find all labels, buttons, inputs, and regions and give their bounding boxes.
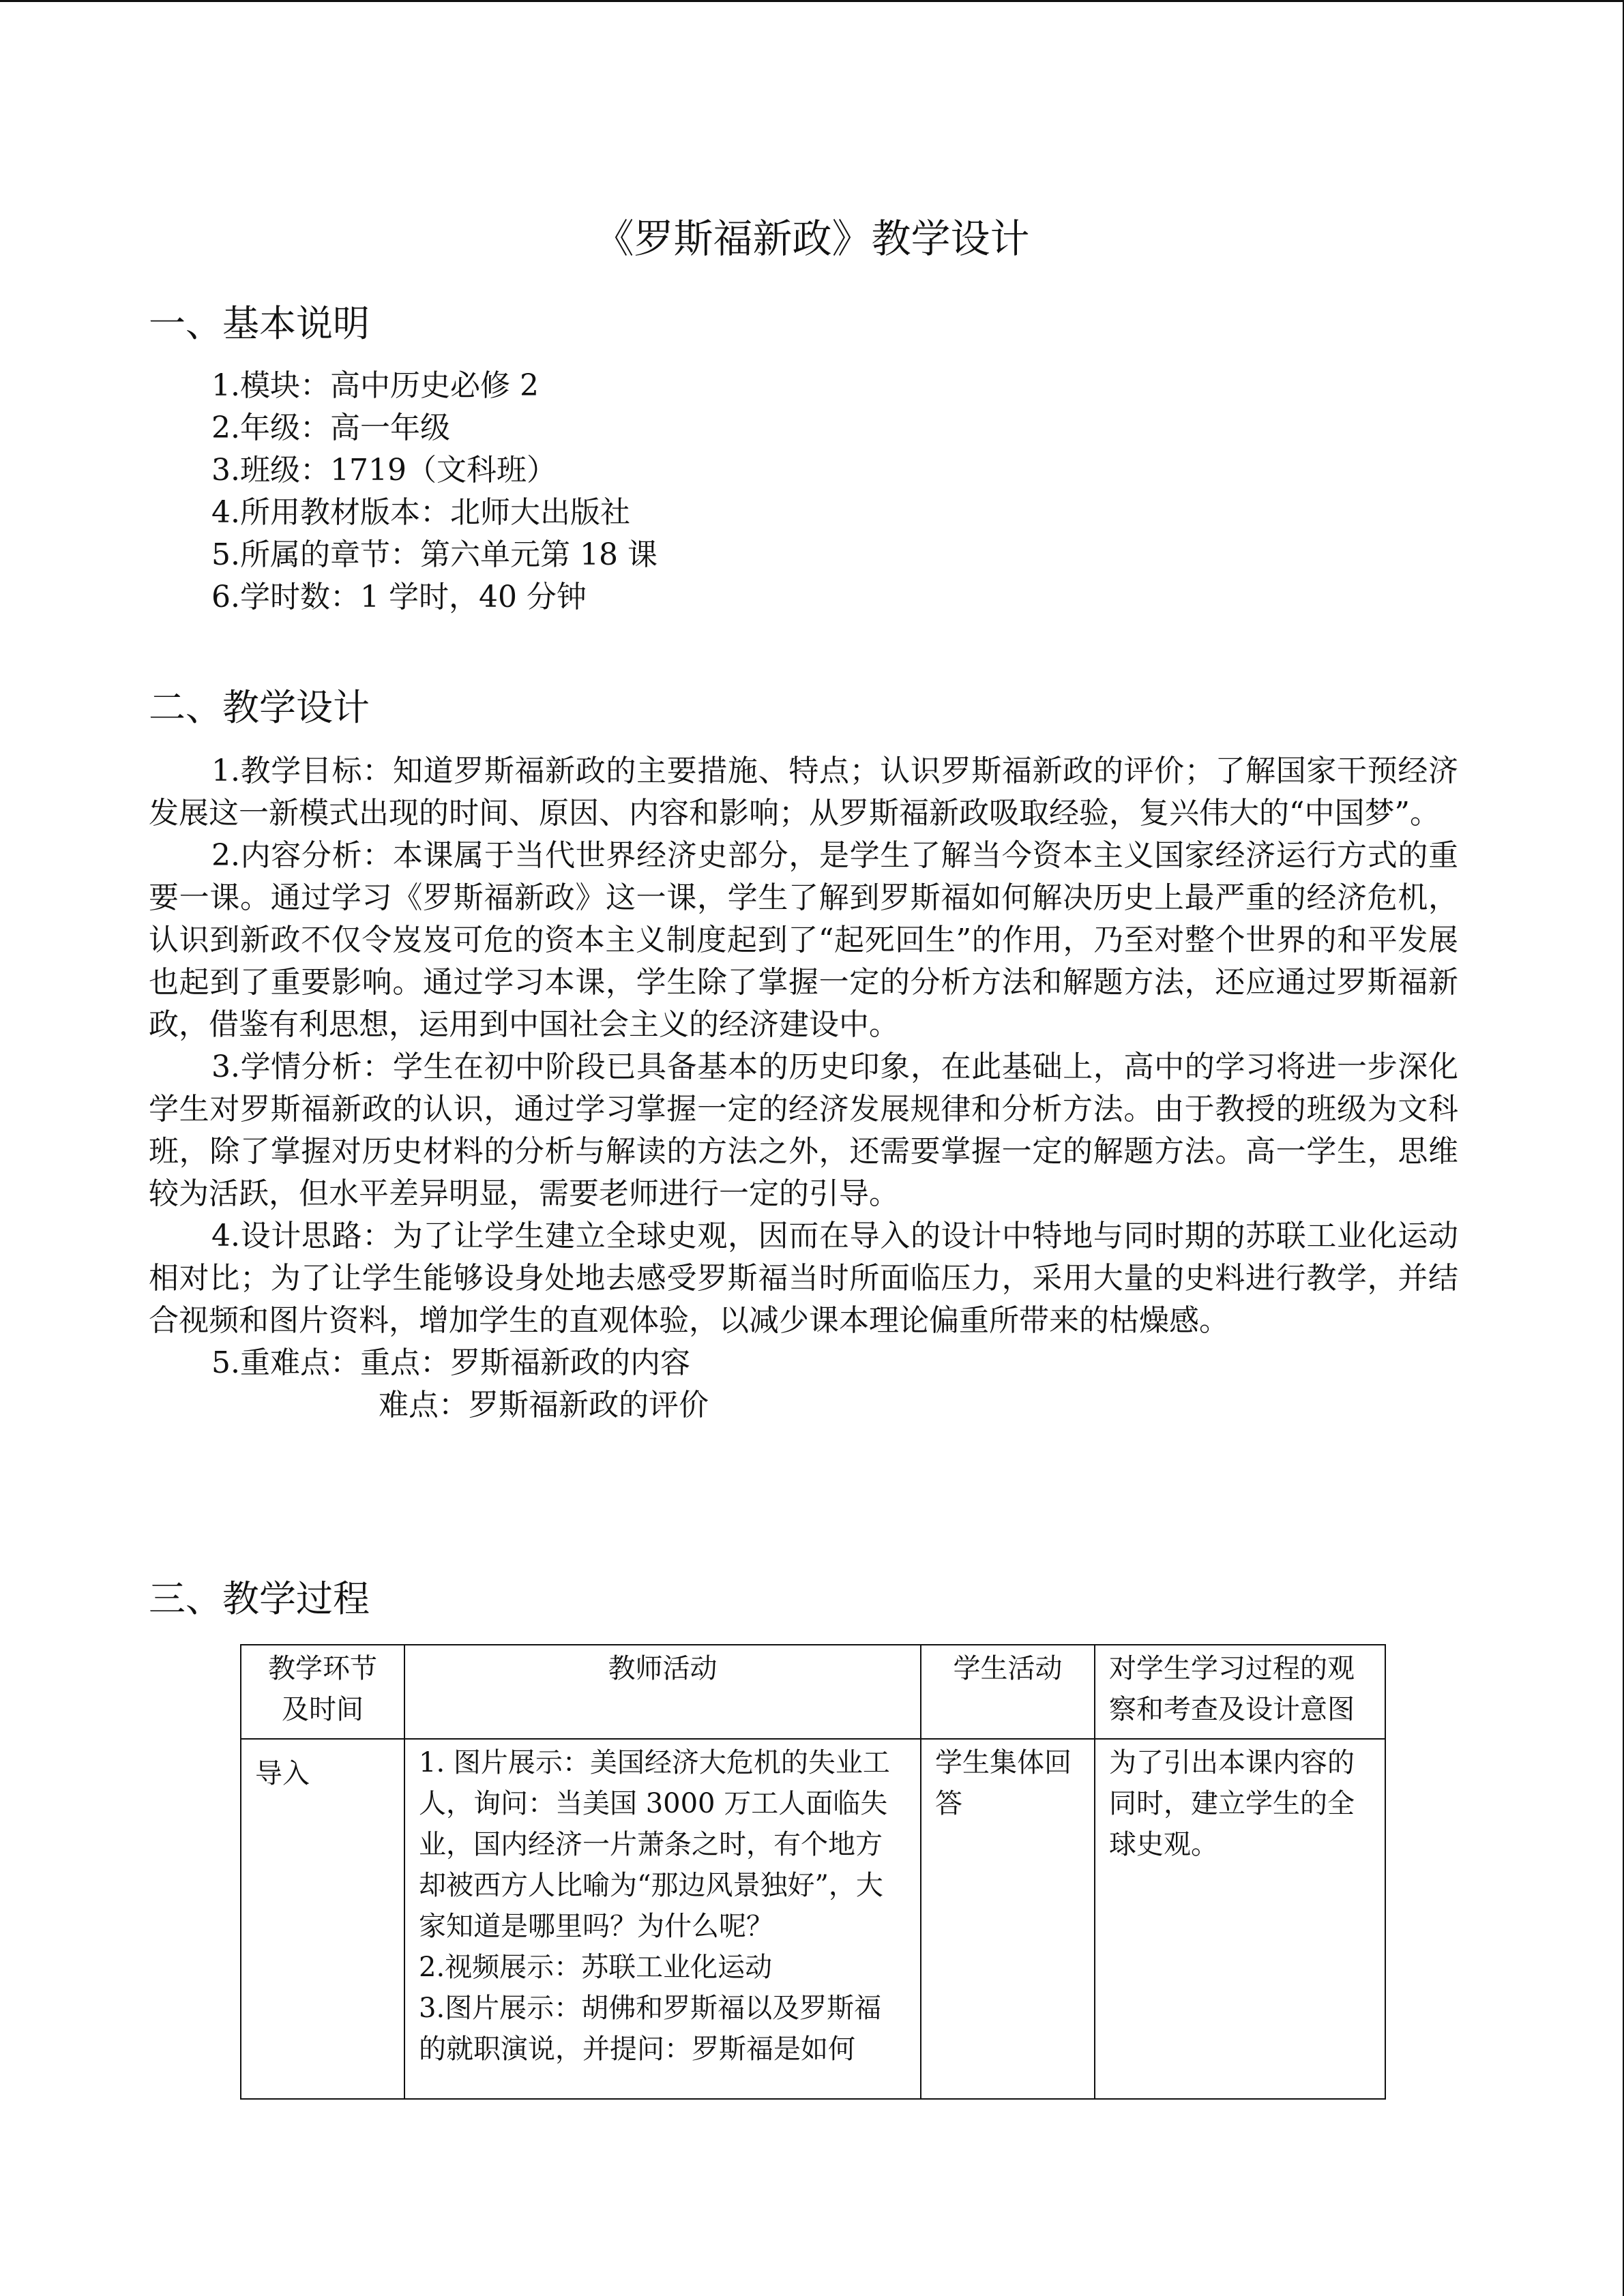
difficult-points-line: 难点：罗斯福新政的评价 xyxy=(379,1388,709,1422)
paragraph-objectives: 1.教学目标：知道罗斯福新政的主要措施、特点；认识罗斯福新政的评价；了解国家干预经济发展这一新模式出现的时间、原因、内容和影响；从罗斯福新政吸取经验，复兴伟大的“中国梦”。 xyxy=(149,754,1458,831)
teacher-activity-step-1: 1. 图片展示：美国经济大危机的失业工人，询问：当美国 3000 万工人面临失业，国内经济一片萧条之时，有个地方却被西方人比喻为“那边风景独好”，大家知道是哪里吗？为什么呢？ xyxy=(419,1747,890,1942)
header-student-activity: 学生活动 xyxy=(921,1645,1095,1739)
info-item-hours: 6.学时数：1 学时，40 分钟 xyxy=(211,580,587,614)
info-item-chapter: 5.所属的章节：第六单元第 18 课 xyxy=(211,537,658,572)
info-item-class: 3.班级：1719（文科班） xyxy=(211,453,557,488)
design-intent-cell: 为了引出本课内容的同时，建立学生的全球史观。 xyxy=(1095,1739,1385,2099)
teaching-process-table xyxy=(240,1644,1386,2100)
basic-info-list xyxy=(211,365,658,618)
section-heading-teaching-process: 三、教学过程 xyxy=(149,1577,370,1620)
key-points-line: 5.重难点：重点：罗斯福新政的内容 xyxy=(211,1345,690,1380)
header-observation-intent: 对学生学习过程的观察和考查及设计意图 xyxy=(1095,1645,1385,1739)
info-item-grade: 2.年级：高一年级 xyxy=(211,411,450,445)
section-heading-basic-info: 一、基本说明 xyxy=(149,302,370,345)
info-item-module: 1.模块：高中历史必修 2 xyxy=(211,368,539,403)
header-stage-time: 教学环节及时间 xyxy=(241,1645,404,1739)
table-row xyxy=(241,1739,1385,2099)
info-item-textbook: 4.所用教材版本：北师大出版社 xyxy=(211,495,630,530)
header-teacher-activity: 教师活动 xyxy=(404,1645,921,1739)
paragraph-learner-analysis: 3.学情分析：学生在初中阶段已具备基本的历史印象，在此基础上，高中的学习将进一步深化学生对罗斯福新政的认识，通过学习掌握一定的经济发展规律和分析方法。由于教授的班级为文科班，除了掌握对历史材料的分析与解读的方法之外，还需要掌握一定的解题方法。高一学生，思维较为活跃，但水平差异明显，需要老师进行一定的引导。 xyxy=(149,1049,1458,1211)
table-header-row xyxy=(241,1645,1385,1739)
paragraph-design-idea: 4.设计思路：为了让学生建立全球史观，因而在导入的设计中特地与同时期的苏联工业化运动相对比；为了让学生能够设身处地去感受罗斯福当时所面临压力，采用大量的史料进行教学，并结合视频和图片资料，增加学生的直观体验，以减少课本理论偏重所带来的枯燥感。 xyxy=(149,1219,1458,1338)
stage-cell: 导入 xyxy=(241,1739,404,2099)
teacher-activity-step-3: 3.图片展示：胡佛和罗斯福以及罗斯福的就职演说，并提问：罗斯福是如何 xyxy=(419,1993,882,2065)
paragraph-content-analysis: 2.内容分析：本课属于当代世界经济史部分，是学生了解当今资本主义国家经济运行方式的重要一课。通过学习《罗斯福新政》这一课，学生了解到罗斯福如何解决历史上最严重的经济危机，认识到新政不仅令岌岌可危的资本主义制度起到了“起死回生”的作用，乃至对整个世界的和平发展也起到了重要影响。通过学习本课，学生除了掌握一定的分析方法和解题方法，还应通过罗斯福新政，借鉴有利思想，运用到中国社会主义的经济建设中。 xyxy=(149,838,1459,1042)
top-border xyxy=(0,0,1624,2)
teaching-design-body xyxy=(149,750,1458,1427)
teacher-activity-step-2: 2.视频展示：苏联工业化运动 xyxy=(419,1952,773,1983)
section-heading-teaching-design: 二、教学设计 xyxy=(149,686,370,729)
teacher-activity-cell xyxy=(404,1739,921,2099)
document-title: 《罗斯福新政》教学设计 xyxy=(594,215,1030,262)
student-activity-cell: 学生集体回答 xyxy=(921,1739,1095,2099)
